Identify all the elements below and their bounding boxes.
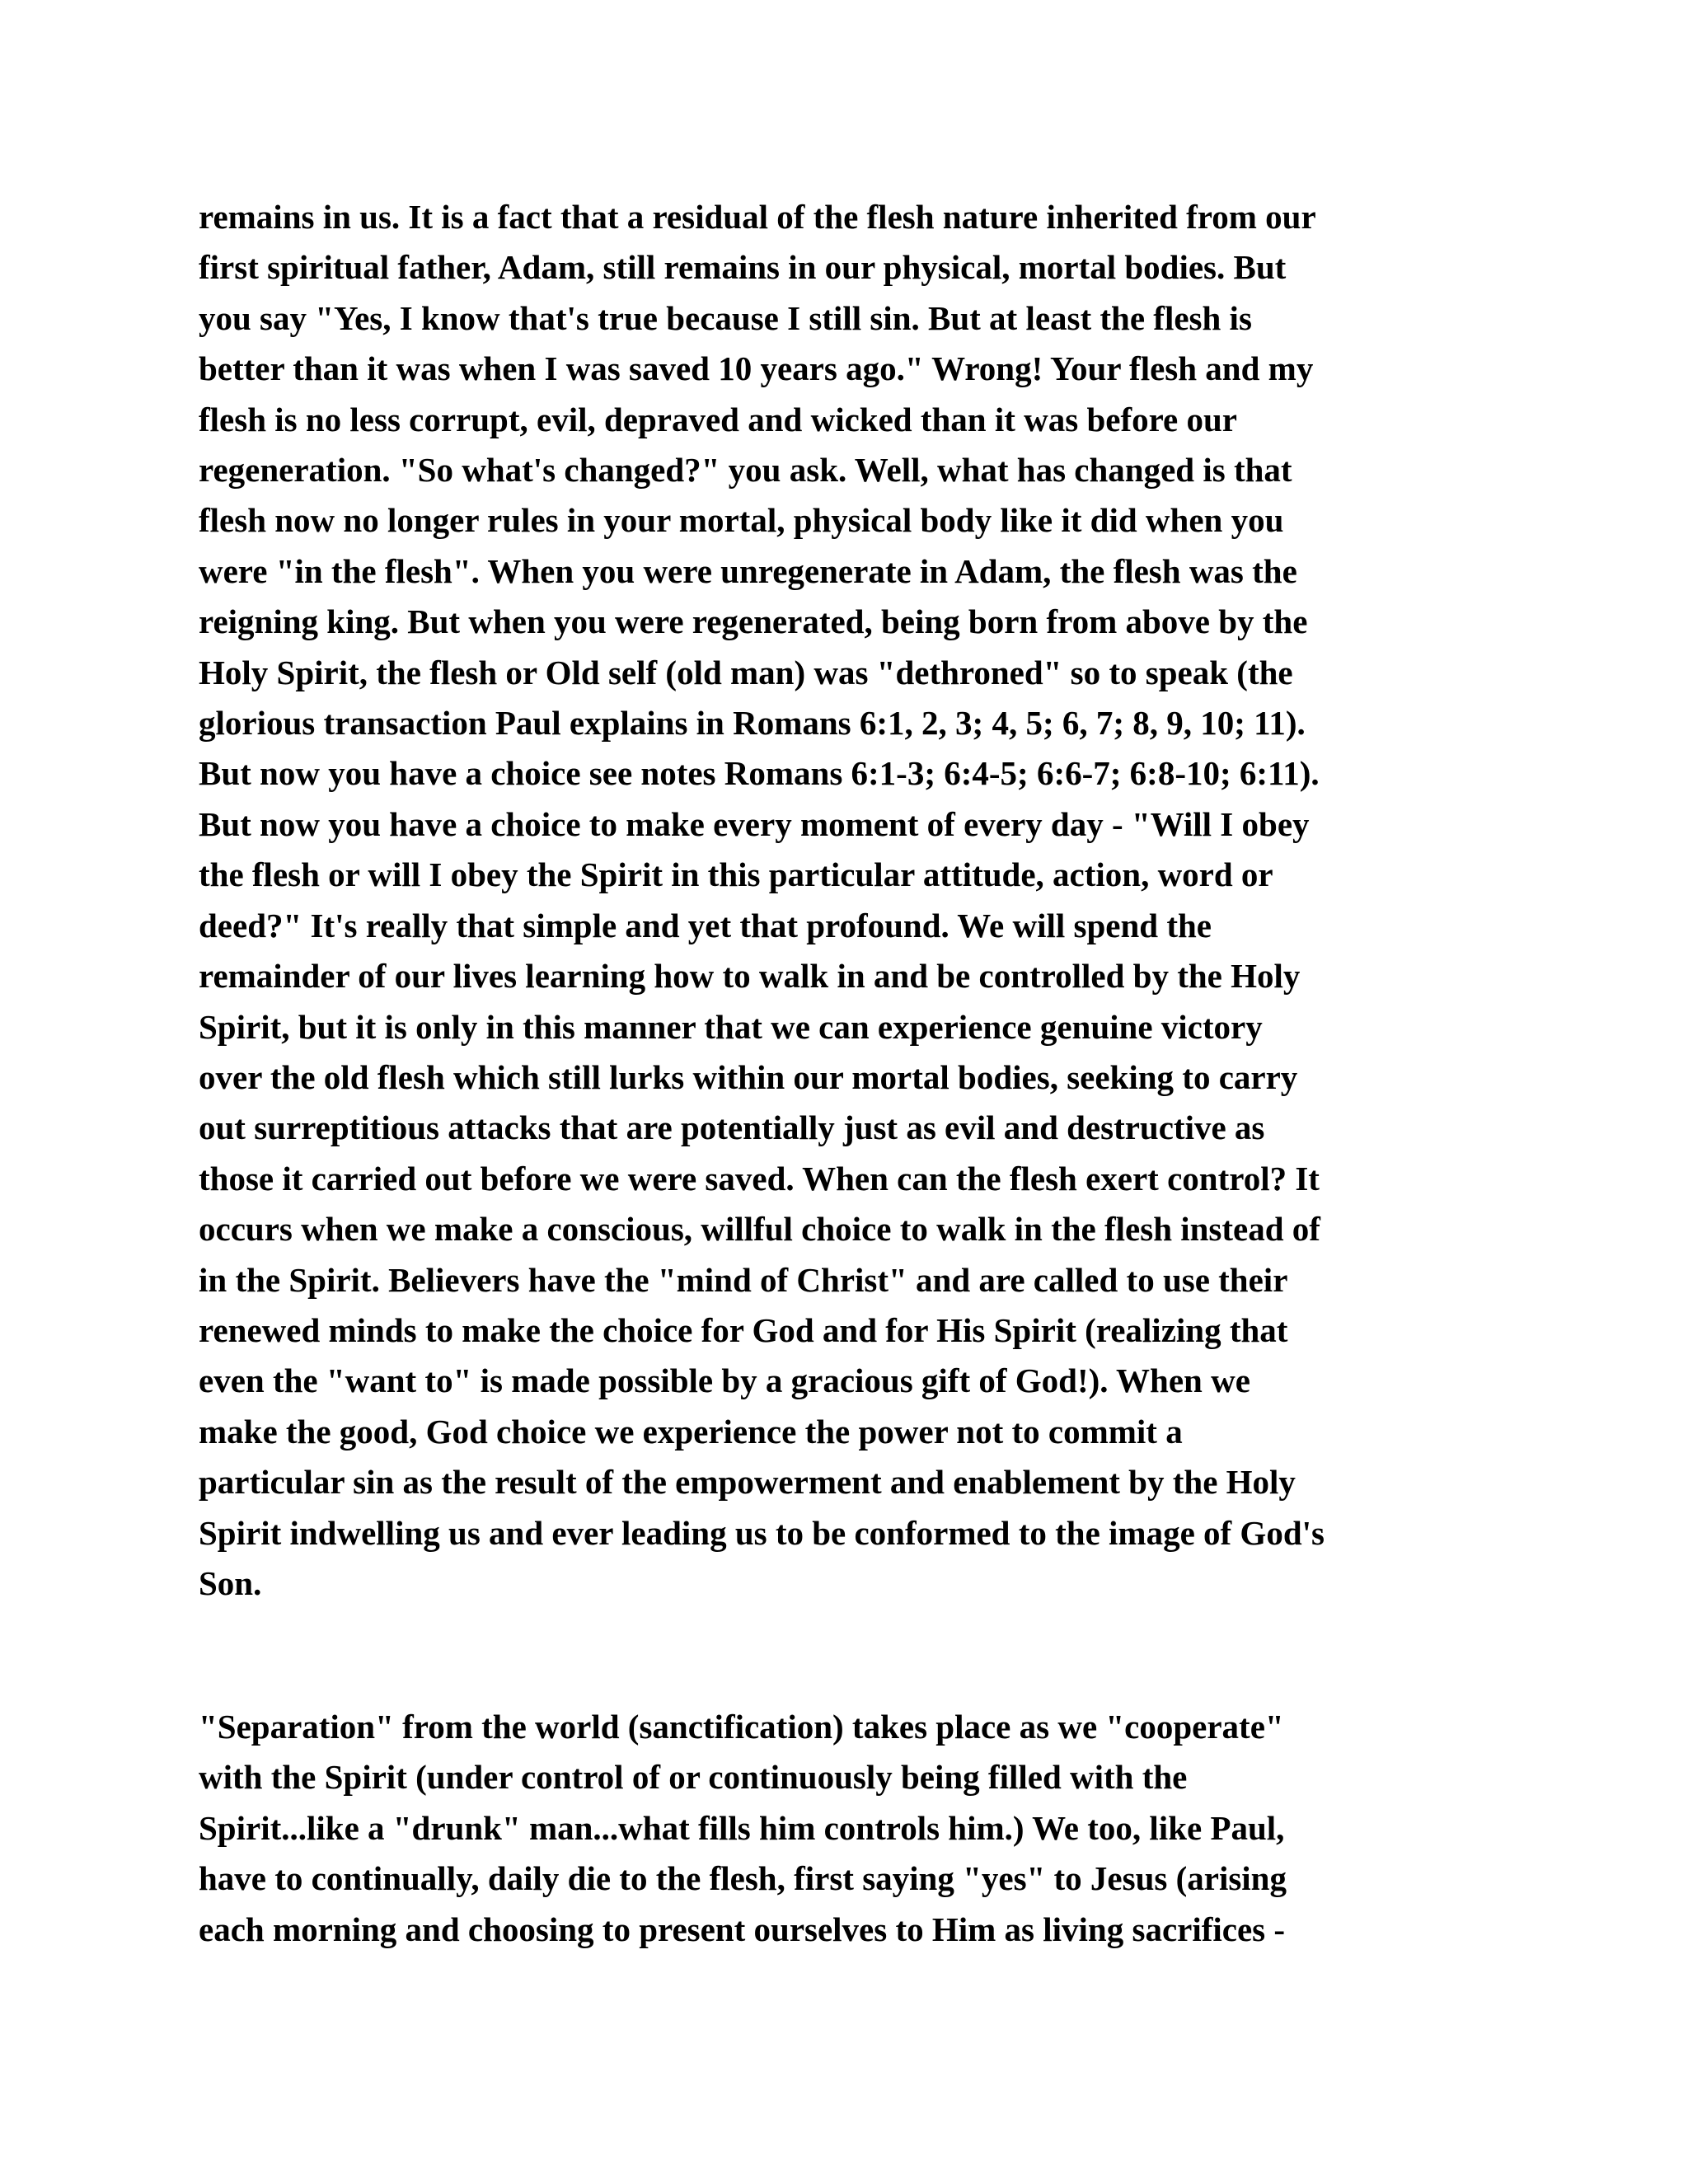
text-line: But now you have a choice to make every moment of every day - "Will I obey — [199, 804, 1310, 843]
text-line: Son. — [199, 1563, 262, 1602]
text-line: out surreptitious attacks that are potentially just as evil and destructive as — [199, 1108, 1265, 1147]
text-line: in the Spirit. Believers have the "mind of Christ" and are called to use their — [199, 1260, 1288, 1299]
text-line: flesh now no longer rules in your mortal, physical body like it did when you — [199, 501, 1284, 540]
text-line: each morning and choosing to present ourselves to Him as living sacrifices - — [199, 1910, 1286, 1948]
text-line: better than it was when I was saved 10 years ago." Wrong! Your flesh and my — [199, 349, 1314, 388]
text-line: Spirit indwelling us and ever leading us to be conformed to the image of God's — [199, 1513, 1325, 1552]
text-line: But now you have a choice see notes Romans 6:1-3; 6:4-5; 6:6-7; 6:8-10; 6:11). — [199, 754, 1320, 793]
text-line: Spirit, but it is only in this manner that we can experience genuine victory — [199, 1007, 1263, 1046]
text-line: particular sin as the result of the empowerment and enablement by the Holy — [199, 1463, 1296, 1502]
text-line: have to continually, daily die to the flesh, first saying "yes" to Jesus (arising — [199, 1859, 1287, 1898]
text-line: flesh is no less corrupt, evil, depraved and wicked than it was before our — [199, 400, 1238, 438]
text-line: were "in the flesh". When you were unregenerate in Adam, the flesh was the — [199, 551, 1297, 590]
text-line: with the Spirit (under control of or continuously being filled with the — [199, 1758, 1188, 1797]
text-line: regeneration. "So what's changed?" you ask. Well, what has changed is that — [199, 451, 1292, 490]
text-line: the flesh or will I obey the Spirit in this particular attitude, action, word or — [199, 855, 1273, 894]
text-line: reigning king. But when you were regenerated, being born from above by the — [199, 602, 1308, 641]
text-line: make the good, God choice we experience the power not to commit a — [199, 1412, 1183, 1451]
text-line: first spiritual father, Adam, still remains in our physical, mortal bodies. But — [199, 248, 1287, 287]
text-line: occurs when we make a conscious, willful choice to walk in the flesh instead of — [199, 1210, 1320, 1249]
text-line: deed?" It's really that simple and yet that profound. We will spend the — [199, 906, 1212, 944]
text-line: remainder of our lives learning how to walk in and be controlled by the Holy — [199, 957, 1301, 996]
text-line: you say "Yes, I know that's true because I still sin. But at least the flesh is — [199, 298, 1252, 337]
text-line: those it carried out before we were saved. When can the flesh exert control? It — [199, 1159, 1320, 1197]
text-line: glorious transaction Paul explains in Romans 6:1, 2, 3; 4, 5; 6, 7; 8, 9, 10; 11). — [199, 704, 1306, 743]
text-line: renewed minds to make the choice for God and for His Spirit (realizing that — [199, 1310, 1288, 1349]
text-line: Spirit...like a "drunk" man...what fills him controls him.) We too, like Paul, — [199, 1808, 1285, 1847]
text-line: over the old flesh which still lurks within our mortal bodies, seeking to carry — [199, 1057, 1298, 1096]
text-line: even the "want to" is made possible by a gracious gift of God!). When we — [199, 1361, 1250, 1400]
text-line: "Separation" from the world (sanctification) takes place as we "cooperate" — [199, 1708, 1284, 1746]
paragraph-2 — [199, 1702, 1501, 1955]
text-line: Holy Spirit, the flesh or Old self (old man) was "dethroned" so to speak (the — [199, 653, 1293, 691]
paragraph-1 — [199, 192, 1501, 1609]
text-line: remains in us. It is a fact that a residual of the flesh nature inherited from our — [199, 198, 1316, 236]
